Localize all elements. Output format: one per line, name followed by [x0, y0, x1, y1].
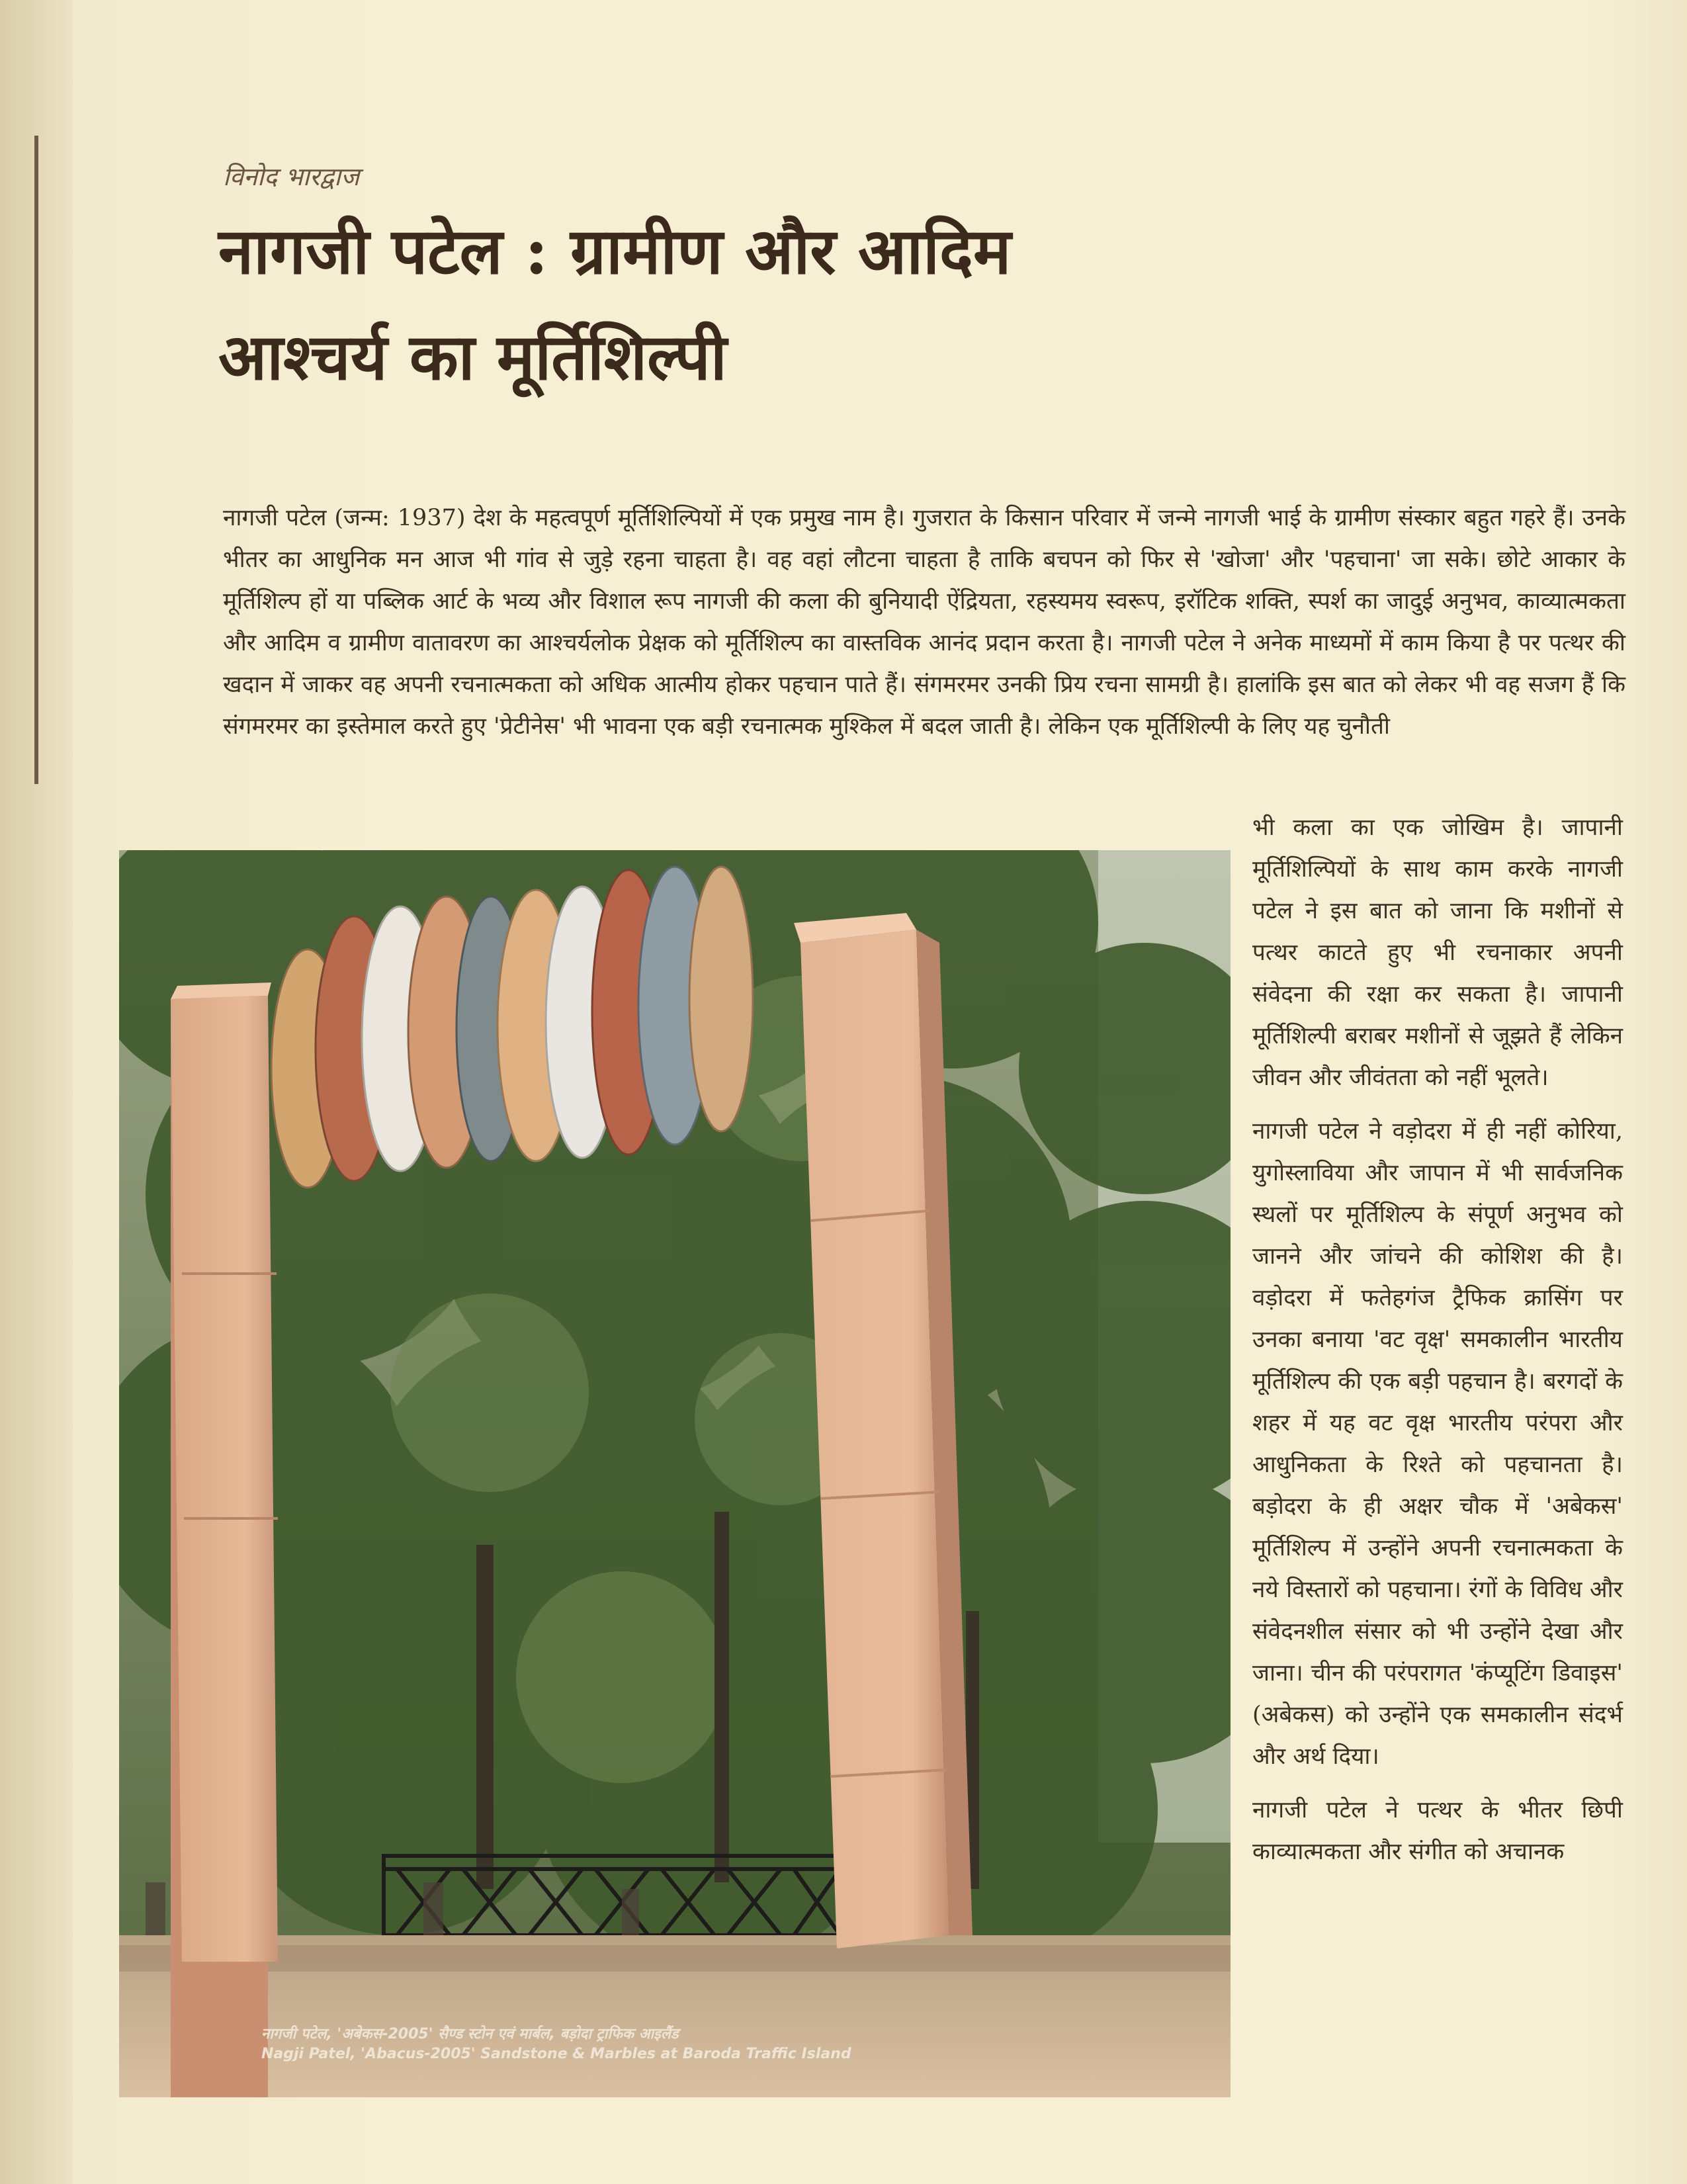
title-line-2: आश्चर्य का मूर्तिशिल्पी [218, 320, 727, 394]
left-pillar [171, 983, 278, 2097]
article-title [218, 198, 1409, 410]
column-paragraph-1: भी कला का एक जोखिम है। जापानी मूर्तिशिल्पियों के साथ काम करके नागजी पटेल ने इस बात को जाना कि मशीनों से पत्थर काटते हुए भी रचनाकार अपनी संवेदना की रक्षा कर सकता है। जापानी मूर्तिशिल्पी बराबर मशीनों से जूझते हैं लेकिन जीवन और जीवंतता को नहीं भूलते। [1252, 814, 1623, 1091]
text-column [1252, 807, 1623, 1885]
margin-rule [34, 136, 38, 784]
caption-hindi: नागजी पटेल, 'अबेकस-2005' सैण्ड स्टोन एवं मार्बल, बड़ोदा ट्राफिक आइलैंड [261, 2026, 679, 2042]
caption-english: Nagji Patel, 'Abacus-2005' Sandstone & Marbles at Baroda Traffic Island [261, 2046, 851, 2062]
column-paragraph-2: नागजी पटेल ने वड़ोदरा में ही नहीं कोरिया, युगोस्लाविया और जापान में भी सार्वजनिक स्थलों पर मूर्तिशिल्प के संपूर्ण अनुभव को जानने और जांचने की कोशिश की है। वड़ोदरा में फतेहगंज ट्रैफिक क्रासिंग पर उनका बनाया 'वट वृक्ष' समकालीन भारतीय मूर्तिशिल्प की एक बड़ी पहचान है। बरगदों के शहर में यह वट वृक्ष भारतीय परंपरा और आधुनिकता के रिश्ते को पहचानता है। बड़ोदरा के ही अक्षर चौक में 'अबेकस' मूर्तिशिल्प में उन्होंने अपनी रचनात्मकता के नये विस्तारों को पहचाना। रंगों के विविध और संवेदनशील संसार को भी उन्होंने देखा और जाना। चीन की परंपरागत 'कंप्यूटिंग डिवाइस' (अबेकस) को उन्होंने एक समकालीन संदर्भ और अर्थ दिया। [1252, 1118, 1623, 1770]
author-name: विनोद भारद्वाज [223, 162, 360, 191]
title-line-1: नागजी पटेल : ग्रामीण और आदिम [218, 214, 1012, 288]
sculpture-photo [119, 850, 1231, 2097]
column-paragraph-3: नागजी पटेल ने पत्थर के भीतर छिपी काव्यात्मकता और संगीत को अचानक [1252, 1797, 1623, 1865]
photo-caption [261, 2025, 923, 2064]
intro-paragraph: नागजी पटेल (जन्म: 1937) देश के महत्वपूर्ण मूर्तिशिल्पियों में एक प्रमुख नाम है। गुजरात के किसान परिवार में जन्मे नागजी भाई के ग्रामीण संस्कार बहुत गहरे हैं। उनके भीतर का आधुनिक मन आज भी गांव से जुड़े रहना चाहता है। वह वहां लौटना चाहता है ताकि बचपन को फिर से 'खोजा' और 'पहचाना' जा सके। छोटे आकार के मूर्तिशिल्प हों या पब्लिक आर्ट के भव्य और विशाल रूप नागजी की कला की बुनियादी ऐंद्रियता, रहस्यमय स्वरूप, इरॉटिक शक्ति, स्पर्श का जादुई अनुभव, काव्यात्मकता और आदिम व ग्रामीण वातावरण का आश्चर्यलोक प्रेक्षक को मूर्तिशिल्प का वास्तविक आनंद प्रदान करता है। नागजी पटेल ने अनेक माध्यमों में काम किया है पर पत्थर की खदान में जाकर वह अपनी रचनात्मकता को अधिक आत्मीय होकर पहचान पाते हैं। संगमरमर उनकी प्रिय रचना सामग्री है। हालांकि इस बात को लेकर भी वह सजग हैं कि संगमरमर का इस्तेमाल करते हुए 'प्रेटीनेस' भी भावना एक बड़ी रचनात्मक मुश्किल में बदल जाती है। लेकिन एक मूर्तिशिल्पी के लिए यह चुनौती [223, 505, 1625, 740]
